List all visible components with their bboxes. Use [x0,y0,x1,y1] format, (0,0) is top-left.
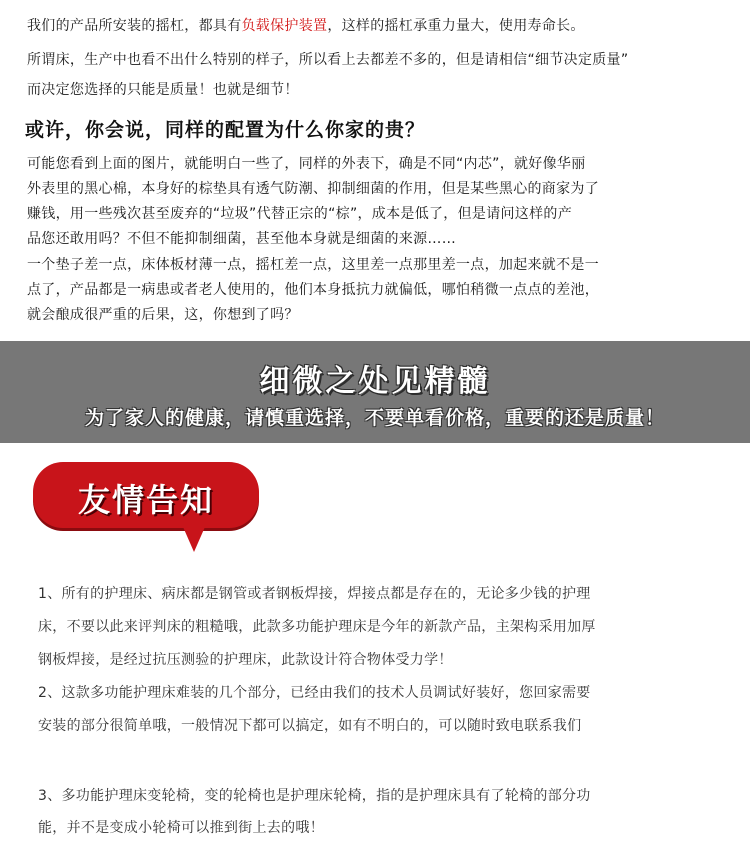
banner-title: 细微之处见精髓 [259,364,491,399]
details-banner [0,341,750,443]
notice-line: 1、所有的护理床、病床都是钢管或者钢板焊接，焊接点都是存在的，无论多少钱的护理 [38,586,591,602]
notice-badge-label: 友情告知 [77,481,214,519]
banner-subtitle: 为了家人的健康，请慎重选择，不要单看价格，重要的还是质量！ [84,407,665,429]
load-protection-highlight: 负载保护装置 [241,18,328,34]
intro-line-1-end: ，这样的摇杠承重力量大，使用寿命长。 [327,18,585,34]
notice-line: 安装的部分很简单哦，一般情况下都可以搞定，如有不明白的，可以随时致电联系我们 [38,718,582,734]
notice-line: 3、多功能护理床变轮椅，变的轮椅也是护理床轮椅，指的是护理床具有了轮椅的部分功 [38,788,591,804]
body-line: 就会酿成很严重的后果，这，你想到了吗？ [27,307,299,323]
body-line: 品您还敢用吗？不但不能抑制细菌，甚至他本身就是细菌的来源…… [27,231,456,247]
body-line: 点了，产品都是一病患或者老人使用的，他们本身抵抗力就偏低，哪怕稍微一点点的差池， [27,282,599,298]
notice-line: 2、这款多功能护理床难装的几个部分，已经由我们的技术人员调试好装好，您回家需要 [38,685,591,701]
body-line: 可能您看到上面的图片，就能明白一些了，同样的外表下，确是不同“内芯”，就好像华丽 [27,156,586,172]
body-line: 赚钱，用一些残次甚至废弃的“垃圾”代替正宗的“棕”，成本是低了，但是请问这样的产 [27,206,573,222]
notice-line: 床，不要以此来评判床的粗糙哦，此款多功能护理床是今年的新款产品，主架构采用加厚 [38,619,596,635]
body-line: 一个垫子差一点，床体板材薄一点，摇杠差一点，这里差一点那里差一点，加起来就不是一 [27,257,599,273]
body-line: 外表里的黑心棉，本身好的棕垫具有透气防潮、抑制细菌的作用，但是某些黑心的商家为了 [27,181,599,197]
notice-badge [33,462,259,528]
question-heading: 或许，你会说，同样的配置为什么你家的贵？ [25,119,426,141]
intro-line-3: 而决定您选择的只能是质量！也就是细节！ [27,82,299,98]
notice-line: 钢板焊接，是经过抗压测验的护理床，此款设计符合物体受力学！ [38,652,453,668]
intro-line-1 [27,14,727,39]
intro-line-1-start: 我们的产品所安装的摇杠，都具有 [27,18,242,34]
speech-bubble-tail-icon [180,520,208,552]
notice-line: 能，并不是变成小轮椅可以推到街上去的哦！ [38,820,324,836]
intro-line-2: 所谓床，生产中也看不出什么特别的样子，所以看上去都差不多的，但是请相信“细节决定质量” [27,52,629,68]
